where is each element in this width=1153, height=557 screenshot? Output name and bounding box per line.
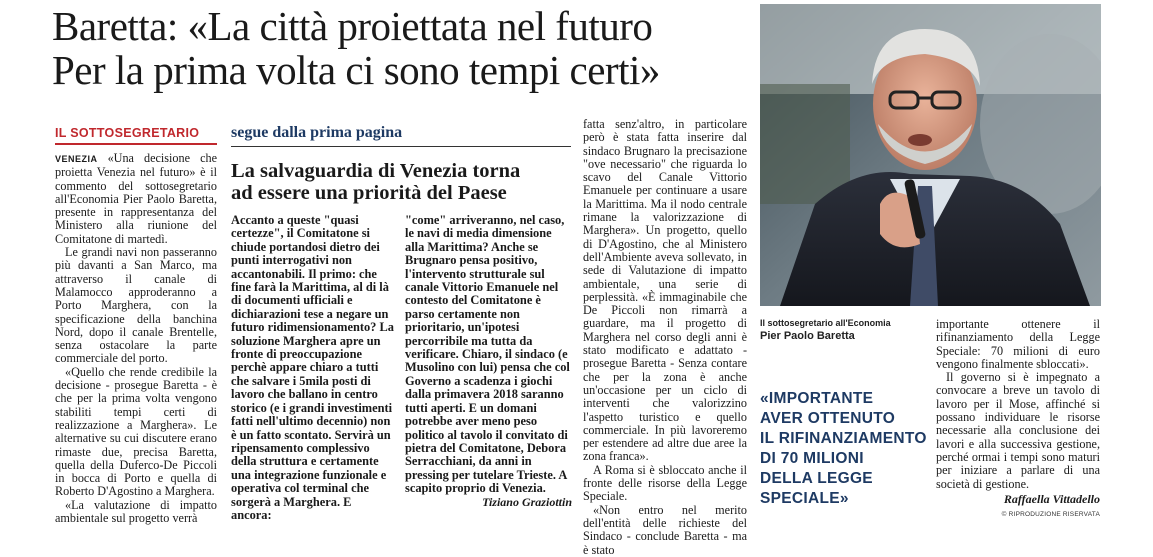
subhead-line-2: ad essere una priorità del Paese	[231, 182, 507, 204]
portrait-image	[760, 4, 1101, 306]
pull-quote-line: SPECIALE»	[760, 490, 849, 507]
continued-paragraph: fatta senz'altro, in particolare però è stata fatta inserire dal sindaco Brugnaro la precisazione "ove necessario" che riguarda lo scavo del Canale Vittorio Emanuele per continuare a usare la Marittima. Ma il nodo centrale rimane la valorizzazione di Marghera». Un progetto, quello di D'Agostino, che al Ministero dell'Ambiente aveva sollevato, in sede di Valutazione di impatto ambientale, una serie di perplessità. «È immaginabile che De Piccoli non rimarrà a guardare, ma il progetto di Marghera nel corso degli anni è stato modificato e adattato - prosegue Baretta - Senza contare che per la zona è anche un'occasione per un ciclo di interventi che valorizzino l'aspetto turistico e quello commerciale. In più lavoreremo per estendere ad altre due aree la zona franca».	[583, 117, 747, 464]
pull-quote-line: DELLA LEGGE	[760, 470, 873, 487]
pull-quote-line: DI 70 MILIONI	[760, 450, 864, 467]
headline-line-1: Baretta: «La città proiettata nel futuro	[52, 3, 653, 49]
sidebar-paragraph: Le grandi navi non passeranno più davanti a San Marco, ma attraverso il canale di Malamocco approderanno a Porto Marghera, con la specificazione della banchina Nord, dopo il canale Brentelle, senza ostacolare la parte commerciale del porto.	[55, 245, 217, 366]
sidebar-paragraph: VENEZIA «Una decisione che proietta Venezia nel futuro» è il commento del sottosegretario all'Economia Pier Paolo Baretta, presente in rappresentanza del Ministero alla riunione del Comitatone di martedì.	[55, 151, 217, 246]
segue-rule	[231, 146, 571, 147]
last-paragraph: importante ottenere il rifinanziamento della Legge Speciale: 70 milioni di euro vengono finalmente sbloccati».	[936, 317, 1100, 371]
pull-quote	[760, 389, 930, 509]
sidebar-paragraph: «La valutazione di impatto ambientale sul progetto verrà	[55, 497, 217, 526]
article-byline: Tiziano Graziottin	[482, 494, 572, 509]
last-byline: Raffaella Vittadello	[1003, 491, 1100, 506]
continued-column	[583, 118, 747, 557]
last-paragraph: Il governo si è impegnato a convocare a breve un tavolo di lavoro per il Mose, affinché si possano individuare le risorse necessarie alla conclusione dei lavori e alla successiva gestione, perché ormai i tempi sono maturi per iniziare a parlare di una società di gestione.	[936, 370, 1100, 491]
sidebar-paragraph: «Quello che rende credibile la decisione - prosegue Baretta - è che per la prima volta vengono stabiliti tempi certi di realizzazione a Marghera». Le alternative su cui discutere erano rimaste due, precisa Baretta, quella della Duferco-De Piccoli in bocca di Porto e quella di Roberto D'Agostino a Marghera.	[55, 364, 217, 499]
copyright-notice: © RIPRODUZIONE RISERVATA	[1001, 511, 1100, 519]
article-col2-text: "come" arriveranno, nel caso, le navi di media dimensione alla Marittima? Anche se Brugnaro pensa positivo, l'intervento strutturale sul canale Vittorio Emanuele nel contesto del Comitatone è parso certamente non prioritario, un'ipotesi percorribile ma tutta da verificare. Chiaro, il sindaco (e Musolino con lui) pensa che col Governo a scadenza i giochi dalla primavera 2018 saranno tutti aperti. E un domani potrebbe aver meno peso politico al tavolo il convitato di pietra del Comitatone, Debora Serracchiani, da anni in pressing per tutelare Trieste. A scapito proprio di Venezia.	[405, 213, 570, 496]
article-col1-text: Accanto a queste "quasi certezze", il Comitatone si chiude portandosi dietro dei punti interrogativi non accantonabili. Il primo: che fine farà la Marittima, al di là di documenti ufficiali e dichiarazioni tese a negare un futuro ridimensionamento? La soluzione Marghera apre un fronte di preoccupazione perchè appare chiaro a tutti che salvare i 5mila posti di lavoro che ballano in centro storico (e i grandi investimenti fatti nell'ultimo decennio) non è un fatto scontato. Servirà un ripensamento complessivo della struttura e certamente una integrazione funzionale e operativa col terminal che sorgerà a Marghera. E ancora:	[231, 213, 394, 522]
article-column-2	[405, 214, 572, 509]
photo-caption-label: Il sottosegretario all'Economia	[760, 318, 891, 328]
sidebar-rule	[55, 143, 217, 145]
continued-paragraph: A Roma si è sbloccato anche il fronte delle risorse della Legge Speciale.	[583, 462, 747, 504]
article-column-1	[231, 214, 394, 522]
headline	[52, 4, 757, 92]
pull-quote-line: IL RIFINANZIAMENTO	[760, 430, 927, 447]
headline-line-2: Per la prima volta ci sono tempi certi»	[52, 47, 660, 93]
article-subhead	[231, 160, 576, 204]
photo-baretta	[760, 4, 1101, 306]
pull-quote-line: AVER OTTENUTO	[760, 410, 896, 427]
photo-caption-name: Pier Paolo Baretta	[760, 330, 855, 342]
sidebar-kicker: IL SOTTOSEGRETARIO	[55, 126, 200, 140]
sidebar-dateline: VENEZIA	[55, 154, 98, 164]
pull-quote-line: «IMPORTANTE	[760, 390, 874, 407]
last-column	[936, 318, 1100, 521]
continued-paragraph: «Non entro nel merito dell'entità delle richieste del Sindaco - conclude Baretta - ma è stato	[583, 502, 747, 557]
segue-heading: segue dalla prima pagina	[231, 124, 403, 141]
sidebar-body	[55, 152, 217, 525]
subhead-line-1: La salvaguardia di Venezia torna	[231, 160, 521, 182]
